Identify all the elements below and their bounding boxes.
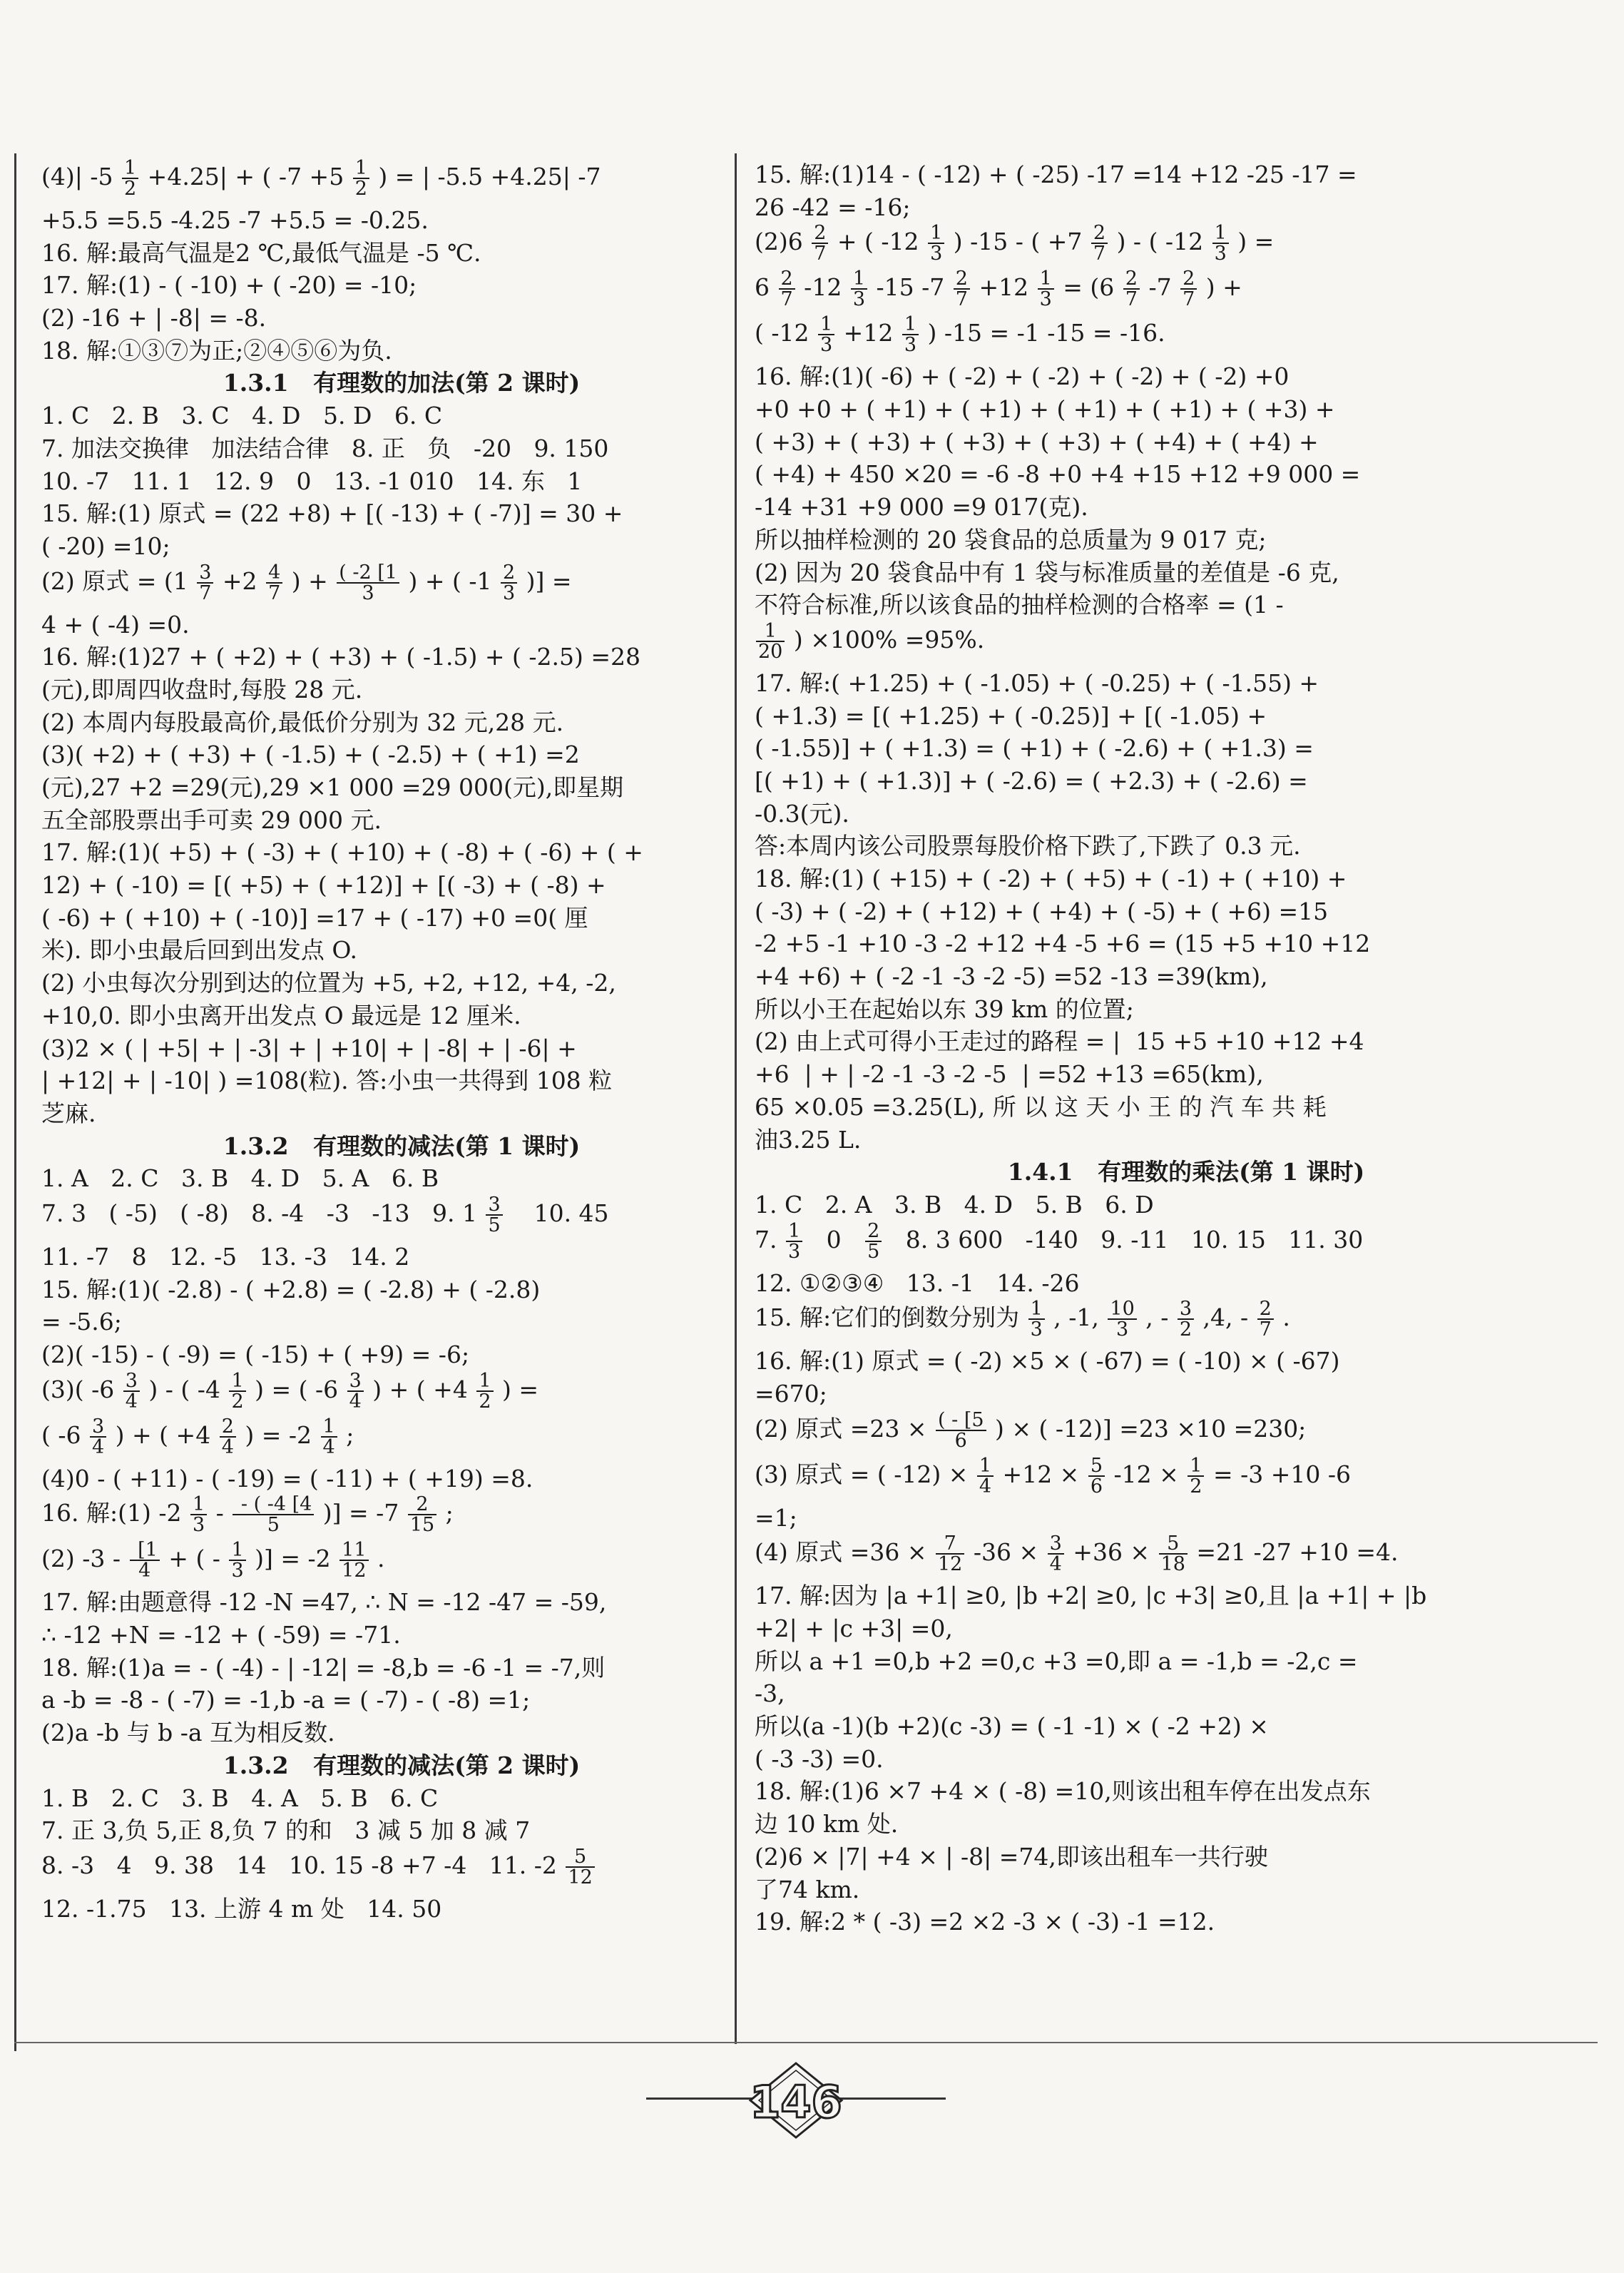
answer-line: 16. 解:(1)27 + ( +2) + ( +3) + ( -1.5) + ( -2.5) =28 xyxy=(41,643,640,671)
answer-line: 7. 正 3,负 5,正 8,负 7 的和 3 减 5 加 8 减 7 xyxy=(41,1816,531,1845)
answer-line: ( -6) + ( +10) + ( -10)] =17 + ( -17) +0 =0( 厘 xyxy=(41,903,588,932)
answer-line: (3)2 × ( | +5| + | -3| + | +10| + | -8| + | -6| + xyxy=(41,1034,577,1062)
section-heading: 1.4.1 有理数的乘法(第 1 课时) xyxy=(1007,1158,1365,1186)
fraction: $\frac{4}{7}$ xyxy=(266,563,282,603)
answer-line: ( +4) + 450 ×20 = -6 -8 +0 +4 +15 +12 +9 000 = xyxy=(755,460,1361,489)
answer-line: (2) 原式 =23 × $\frac{( - [5}{6}$ ) × ( -12)] =23 ×10 =230; xyxy=(755,1408,1307,1452)
answer-line: -2 +5 -1 +10 -3 -2 +12 +4 -5 +6 = (15 +5 +10 +12 xyxy=(755,930,1371,958)
fraction: $\frac{1}{2}$ xyxy=(353,158,369,198)
answer-line: +4 +6) + ( -2 -1 -3 -2 -5) =52 -13 =39(km), xyxy=(755,962,1268,991)
fraction: $\frac{3}{5}$ xyxy=(486,1195,502,1235)
column-divider xyxy=(735,153,737,2044)
fraction: $\frac{1}{2}$ xyxy=(122,158,138,198)
answer-line: 7. $\frac{1}{3}$ 0 $\frac{2}{5}$ 8. 3 600 -140 9. -11 10. 15 11. 30 xyxy=(755,1219,1364,1263)
fraction: $\frac{3}{2}$ xyxy=(1178,1299,1194,1339)
answer-line: 1. C 2. B 3. C 4. D 5. D 6. C xyxy=(41,402,443,430)
fraction: $\frac{2}{7}$ xyxy=(1123,269,1140,309)
answer-line: 18. 解:(1) ( +15) + ( -2) + ( +5) + ( -1) + ( +10) + xyxy=(755,865,1347,893)
answer-line: 12) + ( -10) = [( +5) + ( +12)] + [( -3) + ( -8) + xyxy=(41,871,606,900)
fraction: $\frac{3}{4}$ xyxy=(347,1371,364,1411)
answer-line: 所以(a -1)(b +2)(c -3) = ( -1 -1) × ( -2 +2) × xyxy=(755,1712,1269,1741)
fraction: $\frac{2}{5}$ xyxy=(865,1221,882,1261)
fraction: $\frac{3}{4}$ xyxy=(90,1417,106,1457)
answer-line: 16. 解:(1)( -6) + ( -2) + ( -2) + ( -2) + ( -2) +0 xyxy=(755,362,1290,391)
answer-line: ( -3) + ( -2) + ( +12) + ( +4) + ( -5) + ( +6) =15 xyxy=(755,897,1329,925)
answer-line: ( -12 $\frac{1}{3}$ +12 $\frac{1}{3}$ ) -15 = -1 -15 = -16. xyxy=(755,313,1165,357)
answer-line: (2)( -15) - ( -9) = ( -15) + ( +9) = -6; xyxy=(41,1341,470,1368)
fraction: $\frac{5}{12}$ xyxy=(566,1847,594,1887)
fraction: $\frac{1}{2}$ xyxy=(476,1371,493,1411)
fraction: $\frac{3}{4}$ xyxy=(1048,1534,1064,1574)
answer-line: (2) -16 + | -8| = -8. xyxy=(41,304,267,332)
answer-line: (元),27 +2 =29(元),29 ×1 000 =29 000(元),即星期 xyxy=(41,773,624,801)
fraction: $\frac{1}{3}$ xyxy=(190,1495,207,1535)
fraction: $\frac{1}{2}$ xyxy=(1188,1456,1204,1496)
ornament-line-right xyxy=(839,2097,946,2100)
answer-line: =1; xyxy=(755,1503,797,1532)
fraction: $\frac{1}{4}$ xyxy=(977,1456,994,1496)
answer-line: (2) -3 - $\frac{[1}{4}$ + ( - $\frac{1}{3}$ )] = -2 $\frac{11}{12}$ . xyxy=(41,1539,385,1582)
answer-line: 15. 解:(1)14 - ( -12) + ( -25) -17 =14 +12 -25 -17 = xyxy=(755,161,1357,188)
answer-line: (4)0 - ( +11) - ( -19) = ( -11) + ( +19) =8. xyxy=(41,1464,533,1493)
fraction: $\frac{1}{3}$ xyxy=(818,315,834,355)
answer-line: 17. 解:(1) - ( -10) + ( -20) = -10; xyxy=(41,271,417,300)
answer-line: =670; xyxy=(755,1379,827,1408)
answer-line: 17. 解:由题意得 -12 -N =47, ∴ N = -12 -47 = -59, xyxy=(41,1588,607,1617)
answer-line: (4)| -5 $\frac{1}{2}$ +4.25| + ( -7 +5 $\frac{1}{2}$ ) = | -5.5 +4.25| -7 xyxy=(41,157,601,200)
answer-line: 19. 解:2 * ( -3) =2 ×2 -3 × ( -3) -1 =12. xyxy=(755,1908,1215,1936)
fraction: $\frac{2}{7}$ xyxy=(1180,269,1197,309)
answer-line: ( -6 $\frac{3}{4}$ ) + ( +4 $\frac{2}{4}$ ) = -2 $\frac{1}{4}$ ; xyxy=(41,1415,354,1458)
right-answer-column xyxy=(755,158,1575,1938)
answer-line: 所以 a +1 =0,b +2 =0,c +3 =0,即 a = -1,b = -2,c = xyxy=(755,1647,1358,1675)
answer-line: ( -20) =10; xyxy=(41,532,170,560)
fraction: $\frac{2}{7}$ xyxy=(1091,223,1108,263)
fraction: $\frac{1}{3}$ xyxy=(229,1540,245,1580)
answer-line: 11. -7 8 12. -5 13. -3 14. 2 xyxy=(41,1242,410,1271)
fraction: $\frac{- ( -4 [4}{5}$ xyxy=(233,1495,314,1535)
page-number: 146 xyxy=(750,2076,842,2128)
fraction: $\frac{2}{15}$ xyxy=(408,1495,436,1535)
section-heading: 1.3.1 有理数的加法(第 2 课时) xyxy=(223,369,581,397)
answer-line: | +12| + | -10| ) =108(粒). 答:小虫一共得到 108 粒 xyxy=(41,1067,613,1095)
answer-line: 15. 解:(1) 原式 = (22 +8) + [( -13) + ( -7)] = 30 + xyxy=(41,499,623,528)
answer-line: (3)( -6 $\frac{3}{4}$ ) - ( -4 $\frac{1}{2}$ ) = ( -6 $\frac{3}{4}$ ) + ( +4 $\frac{1}{2}$ ) = xyxy=(41,1369,539,1413)
answer-line: -14 +31 +9 000 =9 017(克). xyxy=(755,493,1088,522)
answer-line: 6 $\frac{2}{7}$ -12 $\frac{1}{3}$ -15 -7 $\frac{2}{7}$ +12 $\frac{1}{3}$ = (6 $\frac{2}{7}$ -7 $\frac{2}{7}$ ) + xyxy=(755,268,1242,311)
answer-line: ( +3) + ( +3) + ( +3) + ( +3) + ( +4) + ( +4) + xyxy=(755,427,1319,456)
answer-line: 17. 解:(1)( +5) + ( -3) + ( +10) + ( -8) + ( -6) + ( + xyxy=(41,838,643,867)
answer-line: 答:本周内该公司股票每股价格下跌了,下跌了 0.3 元. xyxy=(755,832,1301,860)
answer-line: ( +1.3) = [( +1.25) + ( -0.25)] + [( -1.05) + xyxy=(755,701,1267,730)
fraction: $\frac{1}{3}$ xyxy=(1212,223,1229,263)
answer-line: (2) 由上式可得小王走过的路程 = | 15 +5 +10 +12 +4 xyxy=(755,1027,1364,1056)
fraction: $\frac{( - [5}{6}$ xyxy=(936,1410,986,1450)
answer-line: [( +1) + ( +1.3)] + ( -2.6) = ( +2.3) + ( -2.6) = xyxy=(755,766,1308,795)
answer-line: 18. 解:①③⑦为正;②④⑤⑥为负. xyxy=(41,336,392,365)
answer-line: 15. 解:(1)( -2.8) - ( +2.8) = ( -2.8) + ( -2.8) xyxy=(41,1275,541,1303)
answer-line: 4 + ( -4) =0. xyxy=(41,610,190,639)
page-number-badge xyxy=(747,2060,844,2140)
answer-line: (2) 原式 = (1 $\frac{3}{7}$ +2 $\frac{4}{7}$ ) + $\frac{( -2 [1}{3}$ ) + ( -1 $\frac{2}{3}$ )] = xyxy=(41,561,572,604)
fraction: $\frac{2}{7}$ xyxy=(954,269,970,309)
fraction: $\frac{[1}{4}$ xyxy=(130,1540,160,1580)
fraction: $\frac{1}{2}$ xyxy=(229,1371,245,1411)
answer-line: +10,0. 即小虫离开出发点 O 最远是 12 厘米. xyxy=(41,1001,521,1029)
answer-line: 16. 解:(1) -2 $\frac{1}{3}$ - $\frac{- ( -4 [4}{5}$ )] = -7 $\frac{2}{15}$ ; xyxy=(41,1493,454,1537)
answer-line: 18. 解:(1)a = - ( -4) - | -12| = -8,b = -6 -1 = -7,则 xyxy=(41,1653,606,1682)
answer-line: 26 -42 = -16; xyxy=(755,193,911,221)
fraction: $\frac{2}{3}$ xyxy=(501,563,517,603)
answer-line: 10. -7 11. 1 12. 9 0 13. -1 010 14. 东 1 xyxy=(41,467,583,495)
answer-line: (元),即周四收盘时,每股 28 元. xyxy=(41,675,363,703)
left-answer-column xyxy=(41,158,719,1926)
fraction: $\frac{1}{3}$ xyxy=(902,315,919,355)
fraction: $\frac{1}{3}$ xyxy=(1038,269,1054,309)
answer-line: 15. 解:它们的倒数分别为 $\frac{1}{3}$ , -1, $\frac{10}{3}$ , - $\frac{3}{2}$ ,4, - $\frac{2}{7}$ . xyxy=(755,1298,1290,1341)
answer-line: 17. 解:( +1.25) + ( -1.05) + ( -0.25) + ( -1.55) + xyxy=(755,668,1319,697)
answer-line: $\frac{1}{20}$ ) ×100% =95%. xyxy=(755,621,1575,667)
answer-line: 油3.25 L. xyxy=(755,1125,862,1154)
answer-line: 8. -3 4 9. 38 14 10. 15 -8 +7 -4 11. -2 $\frac{5}{12}$ xyxy=(41,1847,719,1893)
answer-line: ( -1.55)] + ( +1.3) = ( +1) + ( -2.6) + ( +1.3) = xyxy=(755,734,1314,763)
answer-line: = -5.6; xyxy=(41,1308,122,1336)
answer-line: ∴ -12 +N = -12 + ( -59) = -71. xyxy=(41,1621,401,1649)
answer-line: 12. ①②③④ 13. -1 14. -26 xyxy=(755,1268,1080,1297)
answer-line: +5.5 =5.5 -4.25 -7 +5.5 = -0.25. xyxy=(41,206,429,234)
fraction: $\frac{2}{7}$ xyxy=(779,269,795,309)
answer-line: (3) 原式 = ( -12) × $\frac{1}{4}$ +12 × $\frac{5}{6}$ -12 × $\frac{1}{2}$ = -3 +10 -6 xyxy=(755,1454,1352,1497)
answer-line: 16. 解:(1) 原式 = ( -2) ×5 × ( -67) = ( -10) × ( -67) xyxy=(755,1347,1340,1376)
section-heading: 1.3.2 有理数的减法(第 2 课时) xyxy=(223,1751,581,1779)
answer-line: 1. C 2. A 3. B 4. D 5. B 6. D xyxy=(755,1190,1154,1219)
fraction: $\frac{1}{20}$ xyxy=(756,621,785,661)
fraction: $\frac{10}{3}$ xyxy=(1108,1299,1136,1339)
answer-line: 17. 解:因为 |a +1| ≥0, |b +2| ≥0, |c +3| ≥0,且 |a +1| + |b xyxy=(755,1582,1427,1610)
answer-line: +6 | + | -2 -1 -3 -2 -5 | =52 +13 =65(km), xyxy=(755,1060,1264,1089)
fraction: $\frac{1}{3}$ xyxy=(851,269,867,309)
fraction: $\frac{1}{3}$ xyxy=(928,223,944,263)
left-margin-rule xyxy=(14,153,16,2051)
answer-line: 了74 km. xyxy=(755,1875,860,1903)
fraction: $\frac{( -2 [1}{3}$ xyxy=(337,563,399,603)
answer-line: (3)( +2) + ( +3) + ( -1.5) + ( -2.5) + ( +1) =2 xyxy=(41,741,580,769)
fraction: $\frac{1}{4}$ xyxy=(321,1417,337,1457)
answer-line: +2| + |c +3| =0, xyxy=(755,1615,953,1642)
section-heading: 1.3.2 有理数的减法(第 1 课时) xyxy=(223,1132,581,1160)
answer-line: 所以抽样检测的 20 袋食品的总质量为 9 017 克; xyxy=(755,525,1267,554)
answer-line: 16. 解:最高气温是2 ℃,最低气温是 -5 ℃. xyxy=(41,238,481,267)
answer-line: 米). 即小虫最后回到出发点 O. xyxy=(41,936,357,965)
answer-line: 7. 3 ( -5) ( -8) 8. -4 -3 -13 9. 1 $\frac{3}{5}$ 10. 45 xyxy=(41,1193,609,1236)
answer-line: (2)6 × |7| +4 × | -8| =74,即该出租车一共行驶 xyxy=(755,1842,1268,1871)
answer-line: -3, xyxy=(755,1679,785,1708)
bottom-rule xyxy=(14,2042,1598,2043)
fraction: $\frac{3}{4}$ xyxy=(123,1371,140,1411)
fraction: $\frac{1}{3}$ xyxy=(786,1221,802,1261)
answer-line: a -b = -8 - ( -7) = -1,b -a = ( -7) - ( -8) =1; xyxy=(41,1686,531,1714)
ornament-line-left xyxy=(646,2097,753,2100)
answer-line: 不符合标准,所以该食品的抽样检测的合格率 = (1 - xyxy=(755,591,1284,619)
answer-line: (2) 小虫每次分别到达的位置为 +5, +2, +12, +4, -2, xyxy=(41,969,616,997)
answer-line: -0.3(元). xyxy=(755,799,849,828)
page-number-ornament xyxy=(646,2053,946,2160)
answer-line: (2) 本周内每股最高价,最低价分别为 32 元,28 元. xyxy=(41,708,564,736)
answer-line: (2)6 $\frac{2}{7}$ + ( -12 $\frac{1}{3}$ ) -15 - ( +7 $\frac{2}{7}$ ) - ( -12 $\frac{1}{3}$ ) = xyxy=(755,222,1275,265)
answer-line: 五全部股票出手可卖 29 000 元. xyxy=(41,805,382,834)
answer-line: 12. -1.75 13. 上游 4 m 处 14. 50 xyxy=(41,1894,442,1923)
answer-line: (2)a -b 与 b -a 互为相反数. xyxy=(41,1719,335,1747)
answer-line: 1. A 2. C 3. B 4. D 5. A 6. B xyxy=(41,1164,439,1193)
fraction: $\frac{7}{12}$ xyxy=(936,1534,964,1574)
answer-line: 65 ×0.05 =3.25(L), 所 以 这 天 小 王 的 汽 车 共 耗 xyxy=(755,1092,1327,1121)
fraction: $\frac{5}{6}$ xyxy=(1088,1456,1105,1496)
answer-line: ( -3 -3) =0. xyxy=(755,1744,884,1773)
fraction: $\frac{2}{4}$ xyxy=(220,1417,236,1457)
answer-line: 所以小王在起始以东 39 km 的位置; xyxy=(755,995,1134,1023)
fraction: $\frac{3}{7}$ xyxy=(197,563,213,603)
fraction: $\frac{2}{7}$ xyxy=(812,223,828,263)
answer-line: 边 10 km 处. xyxy=(755,1810,899,1839)
fraction: $\frac{2}{7}$ xyxy=(1257,1299,1274,1339)
answer-line: 18. 解:(1)6 ×7 +4 × ( -8) =10,则该出租车停在出发点东 xyxy=(755,1777,1371,1806)
answer-line: 7. 加法交换律 加法结合律 8. 正 负 -20 9. 150 xyxy=(41,434,609,462)
fraction: $\frac{1}{3}$ xyxy=(1028,1299,1045,1339)
answer-line: 芝麻. xyxy=(41,1099,96,1127)
answer-line: (2) 因为 20 袋食品中有 1 袋与标准质量的差值是 -6 克, xyxy=(755,558,1339,586)
answer-line: 1. B 2. C 3. B 4. A 5. B 6. C xyxy=(41,1784,439,1812)
fraction: $\frac{5}{18}$ xyxy=(1159,1534,1188,1574)
answer-line: (4) 原式 =36 × $\frac{7}{12}$ -36 × $\frac{3}{4}$ +36 × $\frac{5}{18}$ =21 -27 +10 =4. xyxy=(755,1532,1399,1576)
answer-line: +0 +0 + ( +1) + ( +1) + ( +1) + ( +1) + ( +3) + xyxy=(755,395,1335,424)
fraction: $\frac{11}{12}$ xyxy=(339,1540,368,1580)
